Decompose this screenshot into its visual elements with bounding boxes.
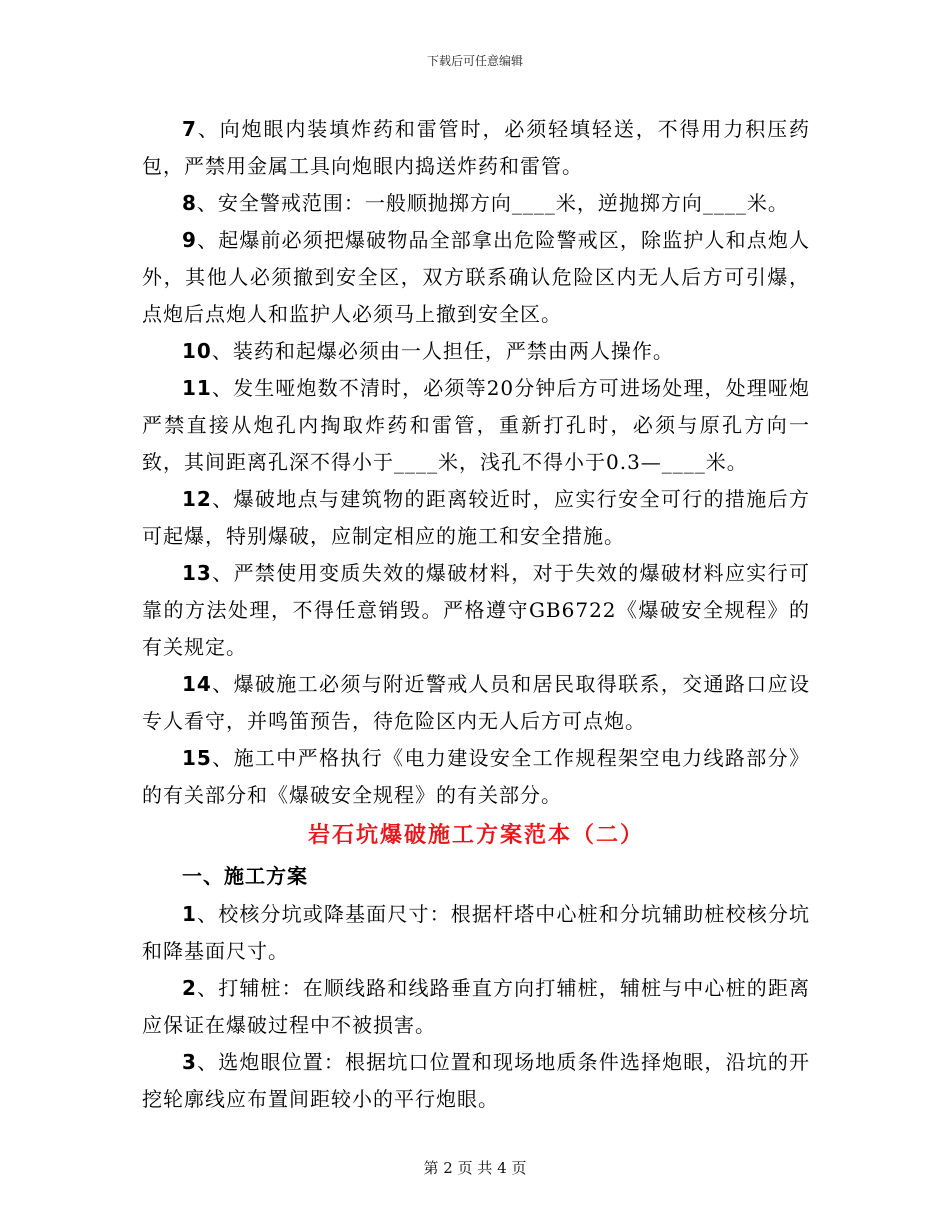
- document-body: [142, 111, 810, 1118]
- item-number: 13: [182, 561, 212, 585]
- item-number: 9: [182, 228, 197, 252]
- list-item: [142, 1044, 810, 1118]
- page-footer: 第 2 页 共 4 页: [423, 1159, 527, 1177]
- list-item: [142, 666, 810, 740]
- item-number: 11: [182, 376, 212, 400]
- item-text: 、装药和起爆必须由一人担任，严禁由两人操作。: [211, 339, 674, 363]
- item-number: 12: [182, 487, 212, 511]
- item-text: 、发生哑炮数不清时，必须等20分钟后方可进场处理，处理哑炮严禁直接从炮孔内掏取炸药和雷管，重新打孔时，必须与原孔方向一致，其间距离孔深不得小于____米，浅孔不得小于0.3—____米。: [142, 376, 810, 474]
- section-title: 岩石坑爆破施工方案范本（二）: [307, 823, 644, 848]
- item-number: 1: [182, 902, 197, 926]
- page-header: 下载后可任意编辑: [426, 54, 523, 68]
- list-item: [142, 370, 810, 481]
- item-text: 、严禁使用变质失效的爆破材料，对于失效的爆破材料应实行可靠的方法处理，不得任意销毁。严格遵守GB6722《爆破安全规程》的有关规定。: [142, 561, 810, 659]
- item-number: 14: [182, 672, 212, 696]
- item-text: 、爆破施工必须与附近警戒人员和居民取得联系，交通路口应设专人看守，并鸣笛预告，待危险区内无人后方可点炮。: [142, 672, 810, 733]
- item-text: 、选炮眼位置：根据坑口位置和现场地质条件选择炮眼，沿坑的开挖轮廓线应布置间距较小的平行炮眼。: [142, 1050, 810, 1111]
- item-text: 、打辅桩：在顺线路和线路垂直方向打辅桩，辅桩与中心桩的距离应保证在爆破过程中不被损害。: [142, 976, 810, 1037]
- item-text: 、施工中严格执行《电力建设安全工作规程架空电力线路部分》的有关部分和《爆破安全规程》的有关部分。: [142, 746, 810, 807]
- list-item: [142, 481, 810, 555]
- item-number: 3: [182, 1050, 197, 1074]
- list-item: [142, 111, 810, 185]
- list-item: [142, 222, 810, 333]
- item-text: 、校核分坑或降基面尺寸：根据杆塔中心桩和分坑辅助桩校核分坑和降基面尺寸。: [142, 902, 810, 963]
- list-item: [142, 333, 810, 370]
- list-item: [142, 555, 810, 666]
- item-number: 8: [182, 191, 197, 215]
- item-number: 2: [182, 976, 197, 1000]
- item-number: 10: [182, 339, 212, 363]
- subheading: 一、施工方案: [182, 864, 308, 888]
- list-item: [142, 896, 810, 970]
- item-text: 、安全警戒范围：一般顺抛掷方向____米，逆抛掷方向____米。: [196, 191, 789, 215]
- list-item: [142, 740, 810, 814]
- item-text: 、爆破地点与建筑物的距离较近时，应实行安全可行的措施后方可起爆，特别爆破，应制定相应的施工和安全措施。: [142, 487, 810, 548]
- item-number: 7: [182, 117, 197, 141]
- list-item: [142, 970, 810, 1044]
- item-text: 、向炮眼内装填炸药和雷管时，必须轻填轻送，不得用力积压药包，严禁用金属工具向炮眼内捣送炸药和雷管。: [142, 117, 810, 178]
- item-number: 15: [182, 746, 212, 770]
- item-text: 、起爆前必须把爆破物品全部拿出危险警戒区，除监护人和点炮人外，其他人必须撤到安全区，双方联系确认危险区内无人后方可引爆，点炮后点炮人和监护人必须马上撤到安全区。: [142, 228, 810, 326]
- list-item: [142, 185, 810, 222]
